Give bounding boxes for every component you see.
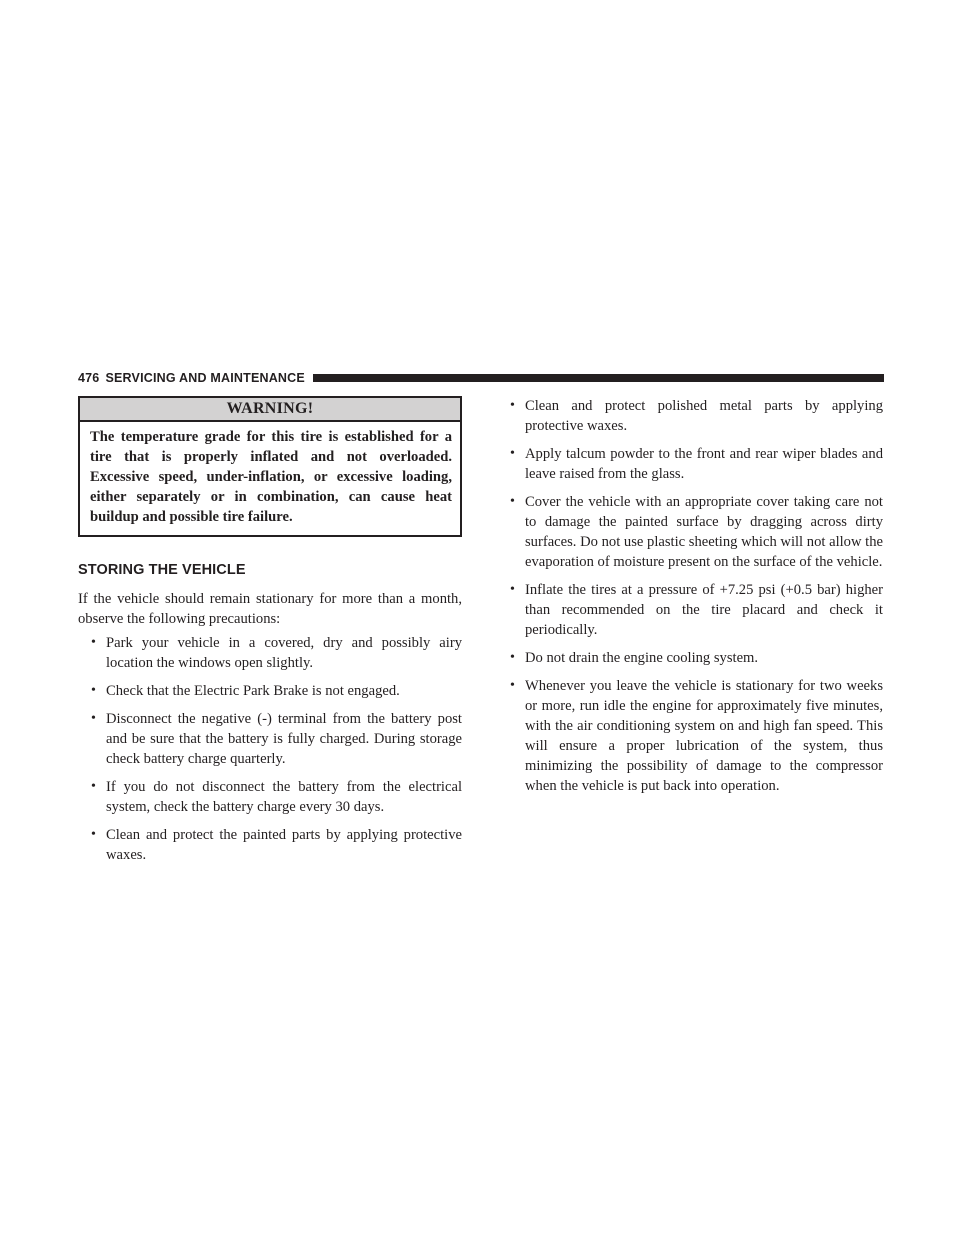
list-item [78, 709, 462, 769]
list-item [497, 580, 883, 640]
list-item-text: Clean and protect the painted parts by applying protective waxes. [106, 827, 462, 863]
list-item-text: Apply talcum powder to the front and rear wiper blades and leave raised from the glass. [525, 446, 883, 482]
section-heading: STORING THE VEHICLE [78, 562, 246, 578]
list-item-text: Inflate the tires at a pressure of +7.25 psi (+0.5 bar) higher than recommended on the tire placard and check it periodically. [525, 582, 883, 638]
list-item [78, 777, 462, 817]
left-column [78, 396, 462, 873]
header-rule [313, 374, 884, 382]
bullet-icon: • [510, 494, 515, 509]
bullet-icon: • [510, 582, 515, 597]
list-item-text: Do not drain the engine cooling system. [525, 650, 759, 666]
list-item [78, 825, 462, 865]
list-item [497, 676, 883, 796]
page-header [78, 368, 884, 388]
list-item [78, 633, 462, 673]
warning-box [78, 396, 462, 537]
list-item-text: Disconnect the negative (-) terminal from the battery post and be sure that the battery is fully charged. During storage check battery charge quarterly. [106, 711, 462, 767]
list-item [497, 648, 883, 668]
section-title: SERVICING AND MAINTENANCE [105, 371, 305, 385]
warning-title: WARNING! [80, 398, 460, 422]
bullet-icon: • [91, 779, 96, 794]
bullet-icon: • [91, 635, 96, 650]
list-item [78, 681, 462, 701]
bullet-icon: • [510, 398, 515, 413]
list-item [497, 444, 883, 484]
list-item-text: Park your vehicle in a covered, dry and possibly airy location the windows open slightly. [106, 635, 462, 671]
list-item-text: Cover the vehicle with an appropriate cover taking care not to damage the painted surface by dragging across dirty surfaces. Do not use plastic sheeting which will not allow the evaporation of moisture present on the surface of the vehicle. [525, 494, 883, 570]
list-item-text: Check that the Electric Park Brake is not engaged. [106, 683, 400, 699]
page-number: 476 [78, 371, 100, 385]
list-item [497, 396, 883, 436]
bullet-icon: • [510, 650, 515, 665]
bullet-icon: • [91, 711, 96, 726]
bullet-icon: • [91, 683, 96, 698]
bullet-icon: • [91, 827, 96, 842]
list-item [497, 492, 883, 572]
bullet-icon: • [510, 446, 515, 461]
left-bullet-list [78, 633, 462, 865]
warning-text: The temperature grade for this tire is established for a tire that is properly inflated and not overloaded. Excessive speed, under-inflation, or excessive loading, either separately or in combination, can cause heat buildup and possible tire failure. [90, 429, 452, 525]
intro-paragraph: If the vehicle should remain stationary for more than a month, observe the following precautions: [78, 591, 462, 627]
bullet-icon: • [510, 678, 515, 693]
list-item-text: Clean and protect polished metal parts by applying protective waxes. [525, 398, 883, 434]
list-item-text: Whenever you leave the vehicle is stationary for two weeks or more, run idle the engine for approximately five minutes, with the air conditioning system on and high fan speed. This will ensure a proper lubrication of the system, thus minimizing the possibility of damage to the compressor when the vehicle is put back into operation. [525, 678, 883, 794]
list-item-text: If you do not disconnect the battery from the electrical system, check the battery charge every 30 days. [106, 779, 462, 815]
right-bullet-list [497, 396, 883, 796]
right-column [497, 396, 883, 804]
